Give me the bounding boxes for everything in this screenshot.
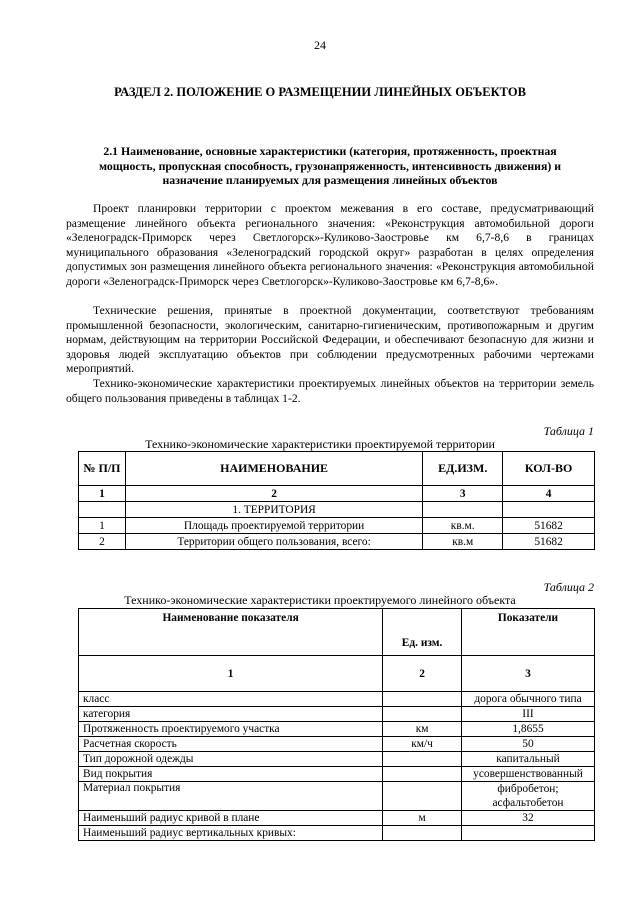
subsection-title: 2.1 Наименование, основные характеристики (категория, протяженность, проектная мощность, пропускная способность, грузонапряженность, интенсивность движения) и назначение планируемых для размещения линейных объектов: [98, 144, 562, 187]
table2-cell: III: [462, 707, 595, 722]
table2-number-cell: 1: [79, 656, 383, 692]
paragraph-text: Технические решения, принятые в проектной документации, соответствуют требованиям промышленной безопасности, экологическим, санитарно-гигиеническим, противопожарным и другим нормам, действующим на территории Российской Федерации, и обеспечивают безопасную для жизни и здоровья людей эксплуатацию объектов при соблюдении предусмотренных рабочими чертежами мероприятий.: [66, 304, 594, 376]
table1-section-cell: 1. ТЕРРИТОРИЯ: [125, 502, 422, 518]
table2-header-cell: Наименование показателя: [79, 609, 383, 656]
table-row: [79, 737, 595, 752]
table2-cell: капитальный: [462, 752, 595, 767]
table1-number-row: [79, 486, 595, 502]
table1-cell: [79, 502, 126, 518]
table1-cell: кв.м.: [423, 518, 503, 534]
table1-header-row: [79, 452, 595, 486]
table-row: [79, 692, 595, 707]
table2-cell: км: [383, 722, 462, 737]
table2-header-cell: Показатели: [462, 609, 595, 656]
section-title: РАЗДЕЛ 2. ПОЛОЖЕНИЕ О РАЗМЕЩЕНИИ ЛИНЕЙНЫХ ОБЪЕКТОВ: [114, 85, 526, 99]
table-row: [79, 707, 595, 722]
table1-cell: Территории общего пользования, всего:: [125, 534, 422, 550]
table2-cell: Наименьший радиус вертикальных кривых:: [79, 826, 383, 841]
table1-cell: 1: [79, 518, 126, 534]
table-row: [79, 722, 595, 737]
table-row: [79, 752, 595, 767]
table2: [78, 608, 595, 841]
table2-cell: дорога обычного типа: [462, 692, 595, 707]
table1-header-cell: НАИМЕНОВАНИЕ: [125, 452, 422, 486]
table2-header-row: [79, 609, 595, 656]
paragraph-3: [66, 377, 594, 406]
table2-cell: [383, 692, 462, 707]
table2-cell: [383, 782, 462, 811]
table1-cell: Площадь проектируемой территории: [125, 518, 422, 534]
table1-header-cell: ЕД.ИЗМ.: [423, 452, 503, 486]
paragraph-2: [66, 304, 594, 377]
table1-caption: Технико-экономические характеристики проектируемой территории: [145, 437, 495, 451]
table2-caption: Технико-экономические характеристики проектируемого линейного объекта: [124, 593, 516, 607]
table2-cell: Расчетная скорость: [79, 737, 383, 752]
table2-cell: 50: [462, 737, 595, 752]
table2-cell: [383, 707, 462, 722]
table2-number-cell: 2: [383, 656, 462, 692]
table1-header-cell: № П/П: [79, 452, 126, 486]
table2-cell: Наименьший радиус кривой в плане: [79, 811, 383, 826]
table2-cell: Вид покрытия: [79, 767, 383, 782]
table1-section-row: [79, 502, 595, 518]
table-row: [79, 767, 595, 782]
table2-label: Таблица 2: [543, 580, 594, 594]
table1-number-cell: 2: [125, 486, 422, 502]
paragraph-text: Проект планировки территории с проектом межевания в его составе, предусматривающий размещение линейного объекта регионального значения: «Реконструкция автомобильной дороги «Зеленоградск-Приморск через Светлогорск»-Куликово-Заостровье км 6,7-8,6 в границах муниципального образования «Зеленоградский городской округ» разработан в целях определения допустимых зон размещения линейного объекта регионального значения: «Реконструкция автомобильной дороги «Зеленоградск-Приморск через Светлогорск»-Куликово-Заостровье км 6,7-8,6».: [66, 202, 594, 288]
table1-header-cell: КОЛ-ВО: [503, 452, 595, 486]
table1-label: Таблица 1: [543, 424, 594, 438]
table2-cell: 32: [462, 811, 595, 826]
table1-number-cell: 3: [423, 486, 503, 502]
table2-cell: Материал покрытия: [79, 782, 383, 811]
table2-cell: км/ч: [383, 737, 462, 752]
table2-cell: [462, 826, 595, 841]
table-row: [79, 811, 595, 826]
table-row: [79, 518, 595, 534]
paragraph-1: [66, 202, 594, 290]
table1-cell: [503, 502, 595, 518]
table2-cell: категория: [79, 707, 383, 722]
table1-number-cell: 1: [79, 486, 126, 502]
table2-header-cell: Ед. изм.: [383, 609, 462, 656]
table1-cell: 2: [79, 534, 126, 550]
table2-number-cell: 3: [462, 656, 595, 692]
table2-cell: 1,8655: [462, 722, 595, 737]
table-row: [79, 826, 595, 841]
table2-cell: [383, 826, 462, 841]
table1-cell: [423, 502, 503, 518]
table2-cell: фибробетон; асфальтобетон: [462, 782, 595, 811]
table2-number-row: [79, 656, 595, 692]
table2-cell: Тип дорожной одежды: [79, 752, 383, 767]
table2-cell: м: [383, 811, 462, 826]
table2-cell: усовершенствованный: [462, 767, 595, 782]
table2-cell: [383, 767, 462, 782]
table2-cell: класс: [79, 692, 383, 707]
page-number: 24: [314, 38, 326, 52]
table-row: [79, 782, 595, 811]
table1-cell: кв.м: [423, 534, 503, 550]
table1: [78, 451, 595, 550]
table2-cell: [383, 752, 462, 767]
table1-cell: 51682: [503, 518, 595, 534]
table1-number-cell: 4: [503, 486, 595, 502]
table-row: [79, 534, 595, 550]
table2-cell: Протяженность проектируемого участка: [79, 722, 383, 737]
table1-cell: 51682: [503, 534, 595, 550]
paragraph-text: Технико-экономические характеристики проектируемых линейных объектов на территории земель общего пользования приведены в таблицах 1-2.: [66, 377, 594, 405]
